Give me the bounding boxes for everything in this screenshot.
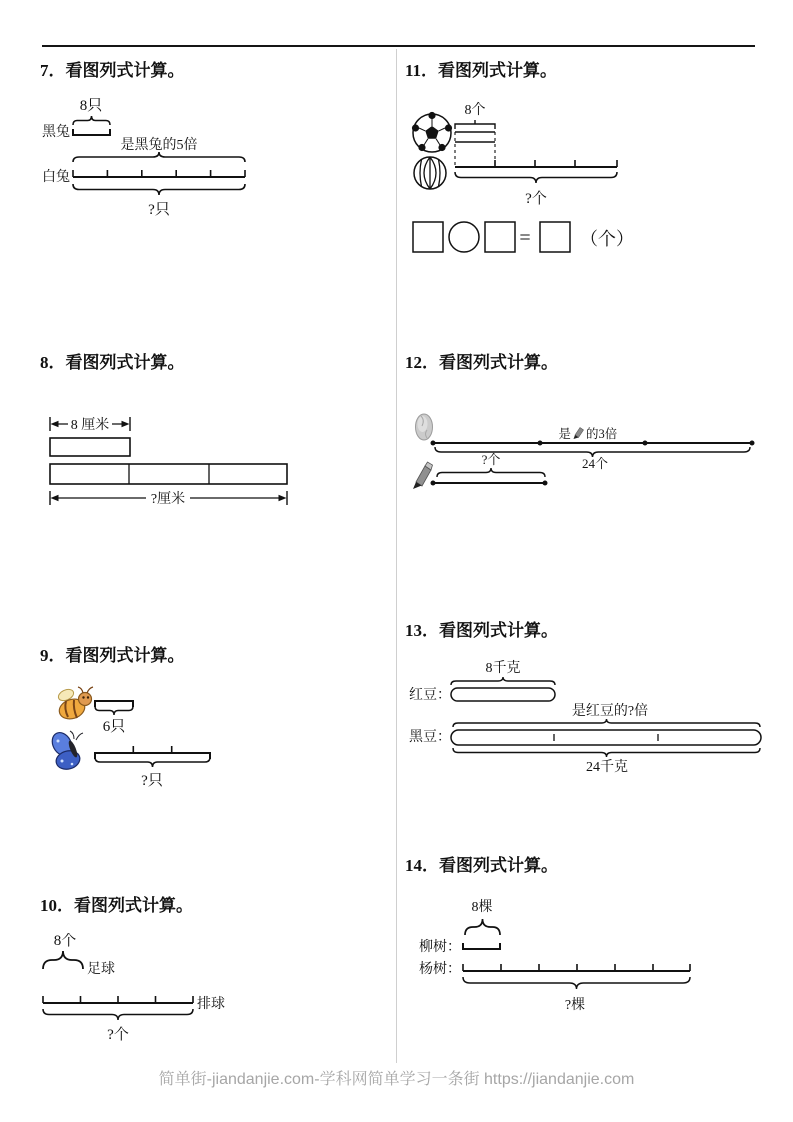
problem-10 (40, 895, 380, 1051)
problem-7-title: 7．看图列式计算。 (40, 61, 185, 80)
bee-image (57, 687, 93, 722)
problem-8-title: 8．看图列式计算。 (40, 353, 185, 372)
question-label: ?厘米 (150, 492, 186, 507)
question-label: ?个 (525, 191, 547, 207)
red-bean-bar (451, 688, 555, 701)
black-rabbit-label: 黑兔 (42, 125, 70, 140)
problem-13 (405, 620, 790, 776)
short-strip-bar (50, 438, 130, 456)
problem-9-diagram (40, 685, 380, 803)
known-length-label: 8 厘米 (70, 418, 110, 433)
problem-7 (40, 60, 380, 221)
problem-10-title: 10．看图列式计算。 (40, 896, 193, 915)
butterfly-brace (95, 757, 210, 767)
question-label: ?只 (141, 773, 163, 789)
unit-suffix-label: （个） (580, 229, 634, 249)
bee-bar (95, 701, 133, 707)
problem-13-title: 13．看图列式计算。 (405, 621, 558, 640)
problem-14-diagram (405, 895, 790, 1020)
soccer-label: 足球 (87, 962, 115, 977)
long-strip-bar (50, 464, 287, 484)
bee-brace (95, 706, 133, 715)
question-label: ?棵 (564, 998, 586, 1013)
soccer-bracket (455, 120, 495, 129)
basketball-bar (455, 160, 617, 167)
multiple-prefix-label: 是 (558, 427, 571, 441)
multiple-note-label: 是红豆的?倍 (571, 704, 649, 719)
problem-8 (40, 352, 380, 519)
willow-label: 柳树： (419, 940, 461, 955)
black-bean-label: 黑豆： (409, 730, 451, 745)
problem-10-diagram (40, 933, 380, 1051)
question-label: ?个 (107, 1027, 129, 1043)
volleyball-bar (43, 996, 193, 1003)
soccer-brace (43, 951, 83, 969)
black-bean-bottom-brace (453, 748, 760, 757)
problem-14-title: 14．看图列式计算。 (405, 856, 558, 875)
problem-13-diagram (405, 658, 790, 776)
red-bean-brace (451, 677, 555, 685)
multiple-suffix-label: 的3倍 (586, 427, 618, 441)
willow-bar (463, 943, 500, 949)
black-rabbit-bar (73, 129, 110, 135)
white-rabbit-bar (73, 170, 245, 177)
equals-sign: = (519, 227, 531, 249)
problem-14 (405, 855, 790, 1020)
black-rabbit-count-label: 8只 (79, 98, 103, 114)
poplar-brace (463, 977, 690, 989)
problem-11-diagram (405, 100, 785, 260)
soccer-ball-icon (412, 112, 452, 152)
black-rabbit-brace (73, 116, 110, 125)
pencil-line (431, 481, 548, 486)
pencil-image (413, 462, 433, 489)
basketball-brace (455, 172, 617, 183)
question-label: ?个 (481, 452, 501, 467)
soccer-count-label: 8个 (464, 103, 486, 118)
willow-brace (465, 919, 500, 935)
footer-watermark: 简单街-jiandanjie.com-学科网简单学习一条街 https://jiandanjie.com (158, 1071, 635, 1088)
problem-9 (40, 645, 380, 803)
projection-dashed-lines (455, 132, 495, 167)
pencil-inline-icon (574, 428, 584, 440)
black-amount-label: 24千克 (586, 760, 628, 775)
equation-box-2 (485, 222, 515, 252)
white-rabbit-bottom-brace (73, 184, 245, 195)
bee-count-label: 6只 (102, 719, 126, 735)
white-rabbit-label: 白兔 (42, 170, 70, 185)
oval-object-image (416, 414, 433, 440)
black-bean-bar (451, 730, 761, 745)
butterfly-bar (95, 746, 210, 759)
black-bean-top-brace (453, 719, 760, 727)
problem-7-diagram (40, 96, 380, 221)
soccer-count-label: 8个 (53, 933, 77, 949)
problem-11 (405, 60, 785, 260)
poplar-label: 杨树： (419, 962, 461, 977)
red-bean-label: 红豆： (409, 688, 451, 703)
top-rule (42, 45, 755, 47)
butterfly-image (48, 729, 83, 772)
problem-9-title: 9．看图列式计算。 (40, 646, 185, 665)
oval-object-line (431, 441, 755, 446)
multiple-note-label: 是黑兔的5倍 (120, 138, 198, 153)
question-label: ?只 (148, 202, 170, 218)
red-amount-label: 8千克 (485, 661, 521, 676)
equation-operator-circle (449, 222, 479, 252)
volleyball-brace (43, 1009, 193, 1020)
column-divider (396, 49, 397, 1063)
problem-8-diagram (40, 404, 380, 519)
pencil-brace (437, 468, 545, 477)
total-label: 24个 (581, 456, 609, 471)
soccer-bar (455, 132, 495, 142)
basketball-icon (414, 157, 446, 189)
problem-11-title: 11．看图列式计算。 (405, 61, 558, 80)
problem-12-diagram (405, 400, 790, 500)
poplar-bar (463, 964, 690, 971)
problem-12 (405, 352, 790, 500)
equation-box-1 (413, 222, 443, 252)
willow-count-label: 8棵 (471, 900, 493, 915)
equation-row (413, 222, 634, 252)
volleyball-label: 排球 (197, 997, 225, 1012)
equation-box-3 (540, 222, 570, 252)
white-rabbit-top-brace (73, 152, 245, 162)
problem-12-title: 12．看图列式计算。 (405, 353, 558, 372)
